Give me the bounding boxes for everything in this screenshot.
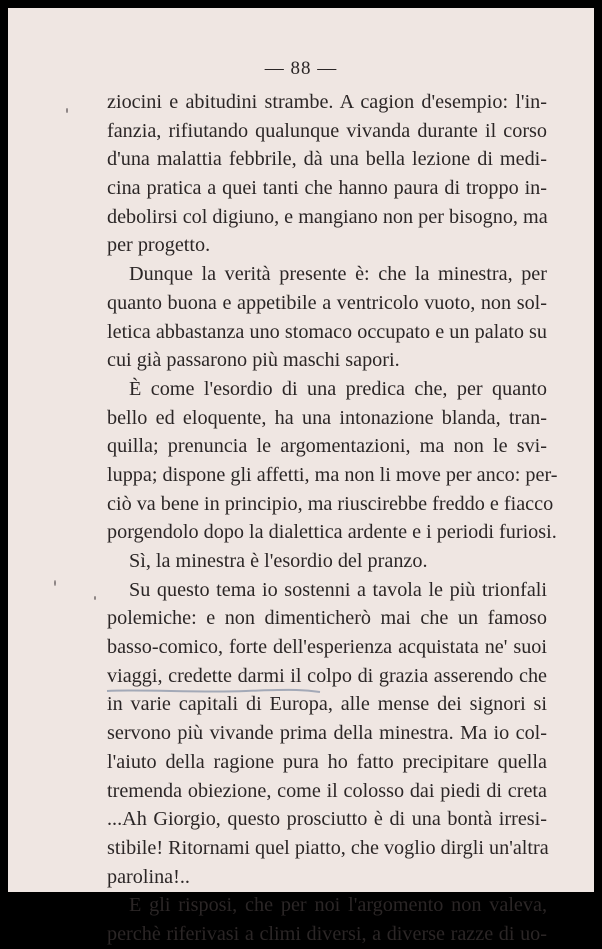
paper-speck <box>54 580 56 586</box>
body-text <box>107 88 558 949</box>
text-line: quilla; prenuncia le argomentazioni, ma non le svi- <box>107 435 547 458</box>
text-line: per progetto. <box>107 234 211 257</box>
paper-speck <box>94 596 96 600</box>
text-line: cina pratica a quei tanti che hanno paura di troppo in- <box>107 177 547 200</box>
text-line: basso-comico, forte dell'esperienza acquistata ne' suoi <box>107 636 547 659</box>
text-line: porgendolo dopo la dialettica ardente e i periodi furiosi. <box>107 521 557 544</box>
text-line: debolirsi col digiuno, e mangiano non per bisogno, ma <box>107 205 548 228</box>
text-line: cui già passarono più maschi sapori. <box>107 349 400 372</box>
text-line: in varie capitali di Europa, alle mense dei signori si <box>107 693 547 716</box>
text-line: Su questo tema io sostenni a tavola le più trionfali <box>129 578 547 601</box>
text-line: tremenda obiezione, come il colosso dai piedi di creta <box>107 779 547 802</box>
text-line: Sì, la minestra è l'esordio del pranzo. <box>129 550 428 572</box>
text-line: Dunque la verità presente è: che la minestra, per <box>129 263 547 286</box>
text-line: viaggi, credette darmi il colpo di grazia asserendo che <box>107 664 547 687</box>
text-line: servono più vivande prima della minestra. Ma io col- <box>107 722 547 745</box>
text-line: ciò va bene in principio, ma riuscirebbe freddo e fiacco <box>107 492 554 515</box>
text-line: d'una malattia febbrile, dà una bella lezione di medi- <box>107 148 547 171</box>
page-number: — 88 — <box>264 58 338 79</box>
text-line: ...Ah Giorgio, questo prosciutto è di una bontà irresi- <box>107 808 547 831</box>
text-line: polemiche: e non dimenticherò mai che un famoso <box>107 607 547 630</box>
text-line: ziocini e abitudini strambe. A cagion d'esempio: l'in- <box>107 91 547 113</box>
text-line: fanzia, rifiutando qualunque vivanda durante il corso <box>107 119 547 142</box>
text-line: letica abbastanza uno stomaco occupato e un palato su <box>107 320 547 343</box>
paper-speck <box>66 108 68 113</box>
text-line: l'aiuto della ragione pura ho fatto precipitare quella <box>107 750 547 773</box>
text-line: stibile! Ritornami quel piatto, che voglio dirgli un'altra <box>107 836 549 859</box>
text-line: E gli risposi, che per noi l'argomento non valeva, <box>129 894 547 917</box>
text-line: perchè riferivasi a climi diversi, a diverse razze di uo- <box>107 922 547 945</box>
book-page <box>8 8 594 945</box>
text-line: quanto buona e appetibile a ventricolo vuoto, non sol- <box>107 291 547 314</box>
text-line: luppa; dispone gli affetti, ma non li move per anco: per- <box>107 463 558 486</box>
text-line: bello ed eloquente, ha una intonazione blanda, tran- <box>107 406 547 429</box>
text-line: È come l'esordio di una predica che, per quanto <box>129 377 547 400</box>
text-line: parolina!.. <box>107 865 190 888</box>
